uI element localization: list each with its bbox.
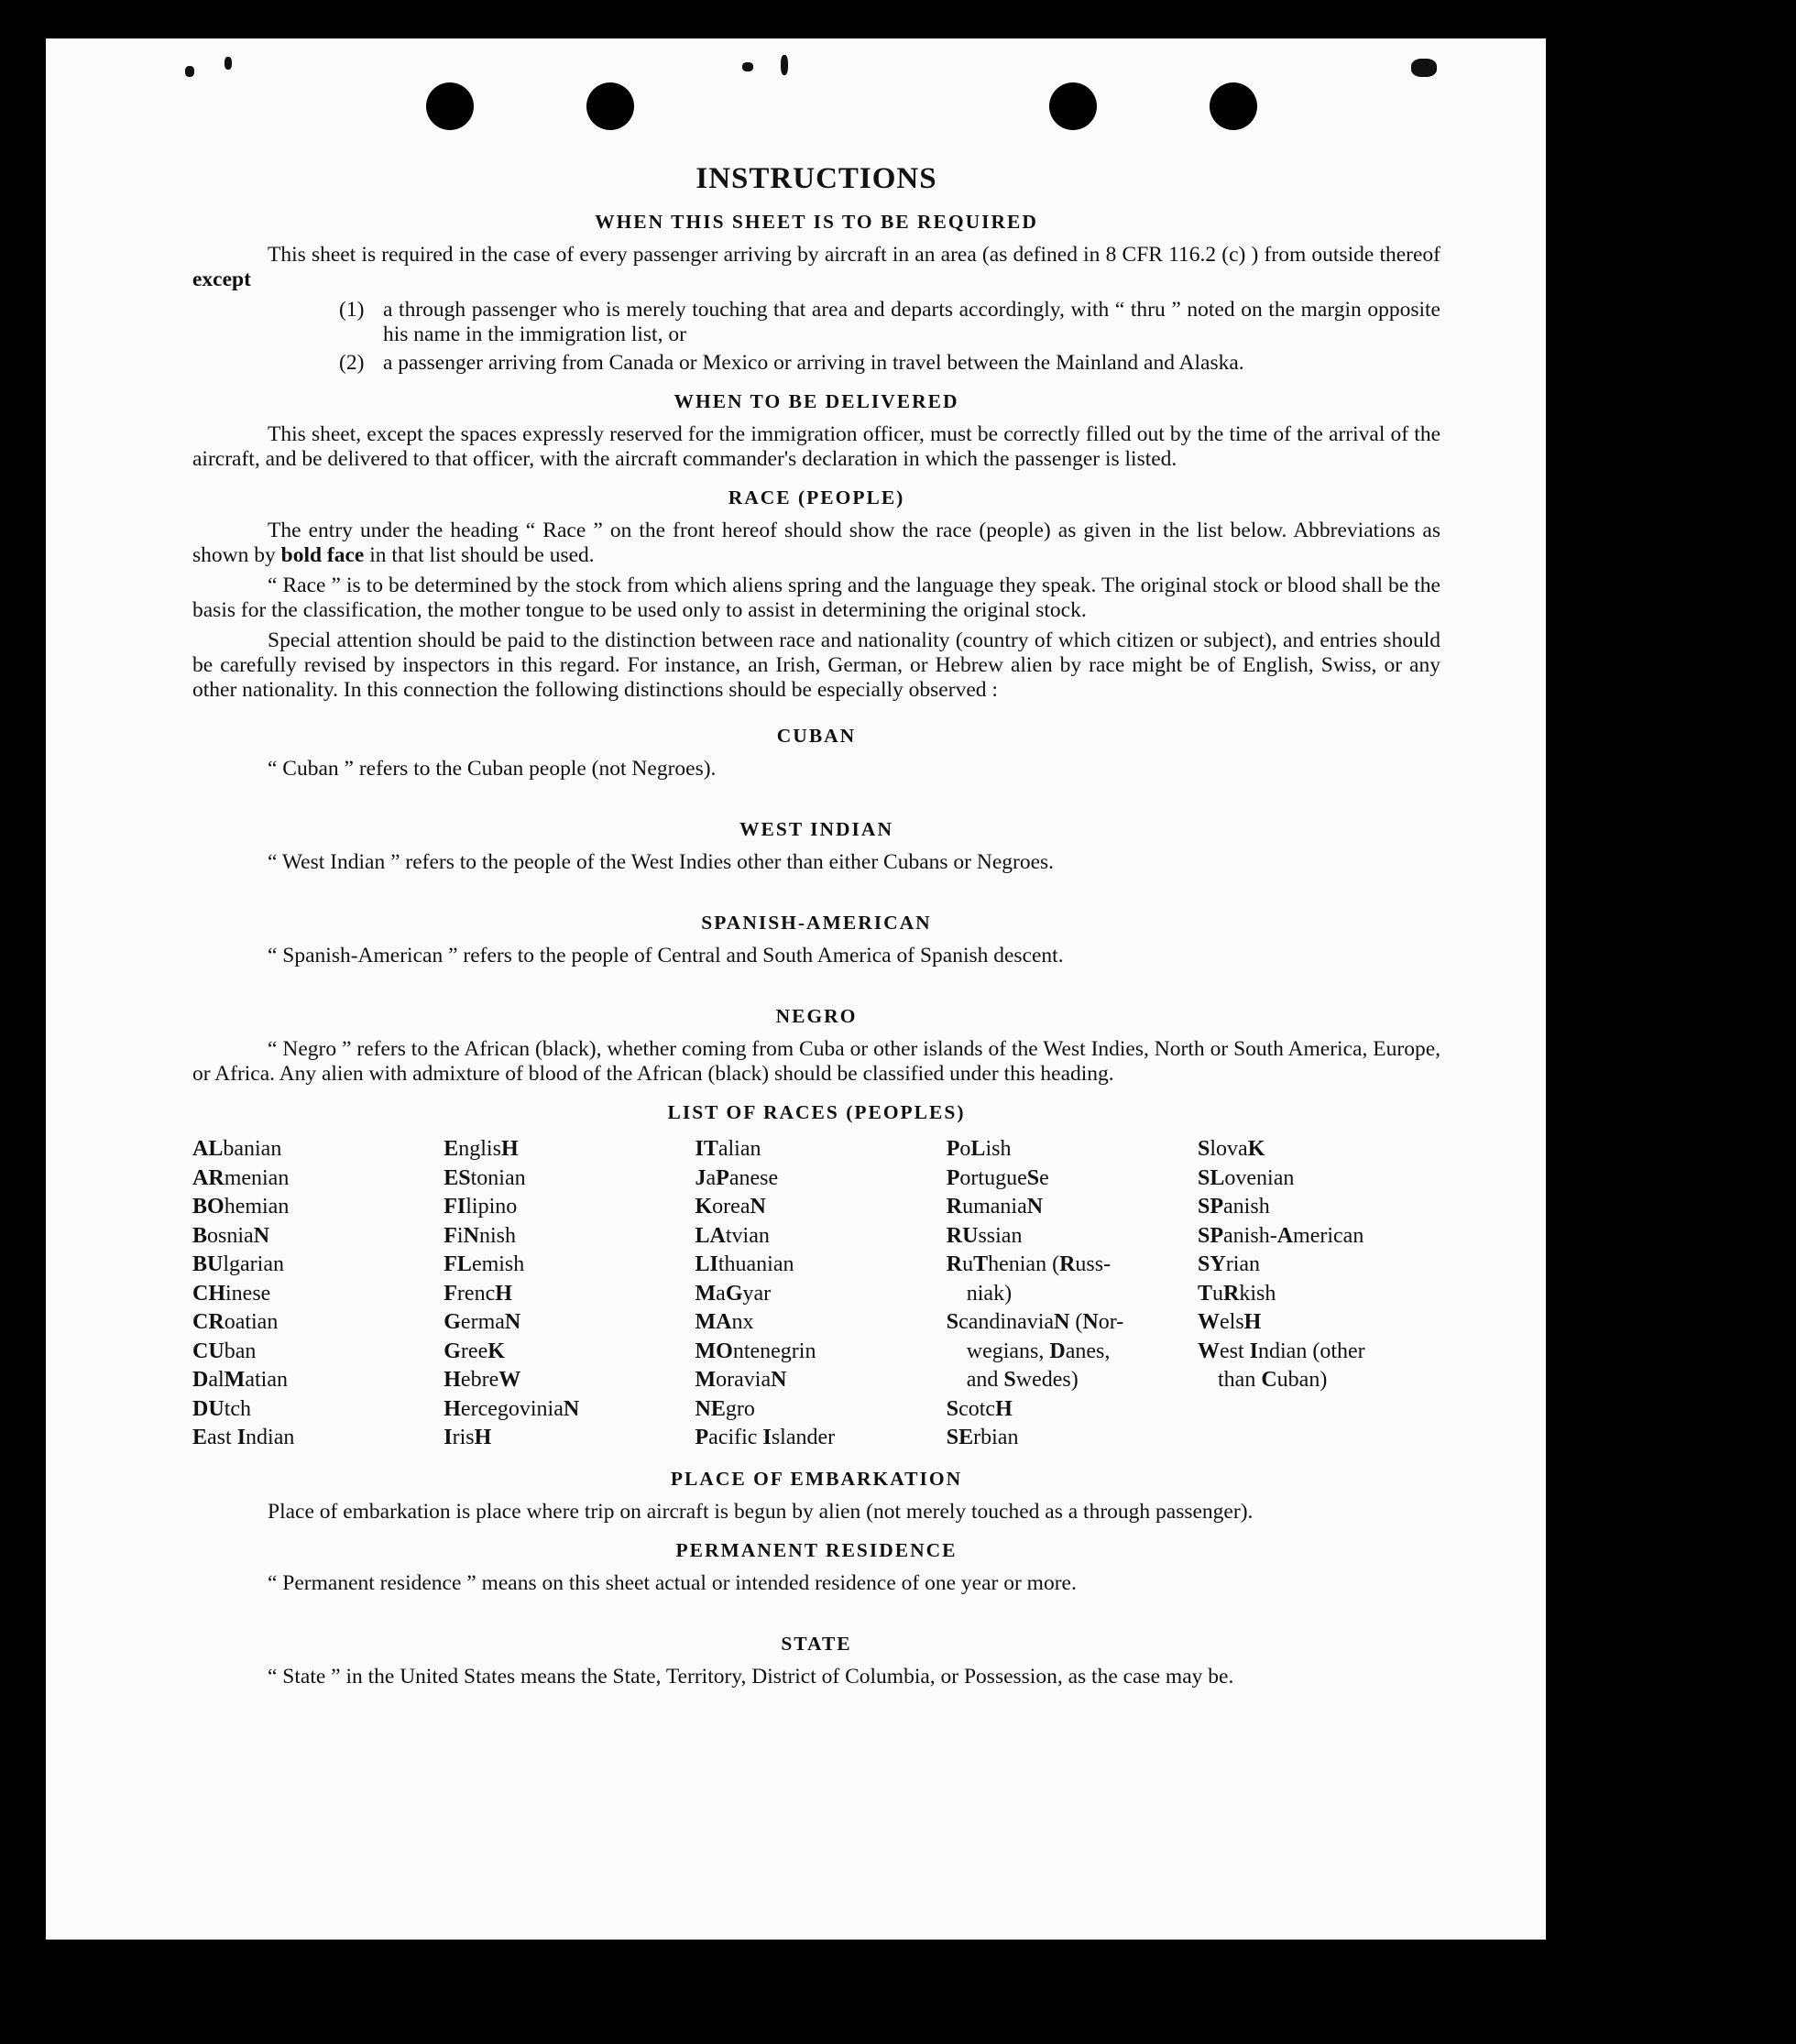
race-entry: CHinese [192,1281,271,1306]
race-entry: East Indian [192,1426,295,1449]
race-entry: RuThenian (Russ- [946,1252,1112,1276]
race-entry: DUtch [192,1396,252,1421]
document-sheet [46,38,1546,1940]
race-entry: wegians, Danes, [966,1339,1111,1363]
section-heading: WHEN THIS SHEET IS TO BE REQUIRED [595,211,1038,233]
race-entry: BosniaN [192,1223,270,1248]
race-entry: SPanish-American [1198,1223,1364,1248]
race-entry: FIlipino [444,1195,518,1219]
scan-speck [224,57,232,70]
race-entry: PortugueSe [946,1165,1049,1190]
section-heading: NEGRO [775,1005,858,1027]
paragraph: This sheet is required in the case of every passenger arriving by aircraft in an area (as defined in 8 CFR 116.2 (c) ) from outside thereof except [192,243,1440,291]
race-entry: ScotcH [946,1396,1013,1421]
paragraph: “ Spanish-American ” refers to the people of Central and South America of Spanish descent. [268,944,1064,967]
paragraph: “ State ” in the United States means the State, Territory, District of Columbia, or Possession, as the case may be. [268,1664,1234,1689]
paragraph: “ Permanent residence ” means on this sheet actual or intended residence of one year or more. [268,1570,1077,1595]
race-column [1198,1135,1440,1453]
race-entry: EStonian [444,1165,526,1190]
race-entry: SErbian [946,1426,1019,1449]
race-entry: PoLish [946,1137,1012,1161]
race-entry: HercegoviniaN [444,1396,580,1421]
race-entry: EnglisH [444,1137,519,1161]
paragraph: “ Cuban ” refers to the Cuban people (not Negroes). [268,757,717,781]
race-entry: MOntenegrin [695,1339,816,1363]
scan-speck [1411,59,1437,77]
race-entry: LIthuanian [695,1252,794,1276]
race-entry: KoreaN [695,1195,766,1219]
race-entry: SlovaK [1198,1137,1265,1161]
race-entry: ITalian [695,1137,761,1161]
section-heading: PLACE OF EMBARKATION [670,1467,963,1490]
race-entry: JaPanese [695,1165,779,1190]
race-column [695,1135,938,1453]
race-entry: MAnx [695,1310,754,1334]
paragraph: Special attention should be paid to the distinction between race and nationality (country of which citizen or subject), and entries should be carefully revised by inspectors in this regard. For instance, an Irish, German, or Hebrew alien by race might be of English, Swiss, or any other nationality. In this connection the following distinctions should be especially observed : [192,629,1440,702]
section-heading: WEST INDIAN [739,818,893,840]
paragraph: “ Race ” is to be determined by the stock from which aliens spring and the language they speak. The original stock or blood shall be the basis for the classification, the mother tongue to be used only to assist in determining the original stock. [192,574,1440,622]
scan-speck [742,62,753,71]
race-entry: FLemish [444,1252,525,1276]
race-entry: LAtvian [695,1223,770,1248]
section-heading: RACE (PEOPLE) [728,486,905,508]
punch-hole [1210,82,1257,130]
race-entry: West Indian (other [1198,1339,1365,1363]
scan-speck [185,66,194,77]
scan-speck [781,55,788,75]
race-entry: CUban [192,1339,257,1363]
race-entry: TuRkish [1198,1281,1276,1306]
race-entry: BOhemian [192,1195,290,1219]
list-item: (2) a passenger arriving from Canada or Mexico or arriving in travel between the Mainland and Alaska. [339,351,1244,375]
paragraph: This sheet, except the spaces expressly reserved for the immigration officer, must be correctly filled out by the time of the arrival of the aircraft, and be delivered to that officer, with the aircraft commander's declaration in which the passenger is listed. [192,422,1440,471]
section-heading: STATE [781,1632,852,1655]
page-title: INSTRUCTIONS [695,162,937,195]
punch-hole [426,82,474,130]
race-entry: FiNnish [444,1223,516,1248]
race-entry: ALbanian [192,1137,282,1161]
punch-hole [1049,82,1097,130]
race-entry: CRoatian [192,1310,279,1334]
race-entry: than Cuban) [1218,1368,1328,1392]
race-entry: and Swedes) [966,1368,1079,1392]
race-entry: Pacific Islander [695,1426,836,1449]
race-entry: BUlgarian [192,1252,284,1276]
list-item: (1) a through passenger who is merely touching that area and departs accordingly, with “ thru ” noted on the margin opposite his name in the immigration list, or [339,298,1440,346]
race-entry: FrencH [444,1281,512,1306]
race-entry: GreeK [444,1339,505,1363]
race-list [192,1135,1440,1453]
race-entry: RUssian [946,1223,1023,1248]
paragraph: “ West Indian ” refers to the people of the West Indies other than either Cubans or Negroes. [268,850,1055,874]
race-entry: NEgro [695,1396,755,1421]
paragraph: Place of embarkation is place where trip on aircraft is begun by alien (not merely touched as a through passenger). [268,1499,1254,1524]
section-heading: PERMANENT RESIDENCE [675,1538,958,1561]
paragraph: “ Negro ” refers to the African (black), whether coming from Cuba or other islands of the West Indies, North or South America, Europe, or Africa. Any alien with admixture of blood of the African (black) should be classified under this heading. [192,1037,1440,1086]
race-entry: niak) [966,1281,1013,1306]
race-column [192,1135,435,1453]
paragraph: The entry under the heading “ Race ” on the front hereof should show the race (people) as given in the list below. Abbreviations as shown by bold face in that list should be used. [192,519,1440,567]
race-entry: RumaniaN [946,1195,1044,1219]
race-entry: SYrian [1198,1252,1261,1276]
race-entry: GermaN [444,1310,521,1334]
section-heading: LIST OF RACES (PEOPLES) [667,1101,966,1123]
section-heading: SPANISH-AMERICAN [701,912,932,934]
race-entry: SLovenian [1198,1165,1295,1190]
punch-hole [586,82,634,130]
race-entry: HebreW [444,1368,521,1392]
race-column [444,1135,686,1453]
race-entry: ScandinaviaN (Nor- [946,1310,1124,1334]
race-entry: IrisH [444,1426,492,1449]
race-column [947,1135,1189,1453]
section-heading: WHEN TO BE DELIVERED [674,390,959,412]
race-entry: MoraviaN [695,1368,787,1392]
instructions-body [192,162,1440,1695]
race-entry: MaGyar [695,1281,772,1306]
section-heading: CUBAN [776,725,857,747]
race-entry: SPanish [1198,1195,1270,1219]
race-entry: ARmenian [192,1165,290,1190]
race-entry: WelsH [1198,1310,1262,1334]
race-entry: DalMatian [192,1368,288,1392]
